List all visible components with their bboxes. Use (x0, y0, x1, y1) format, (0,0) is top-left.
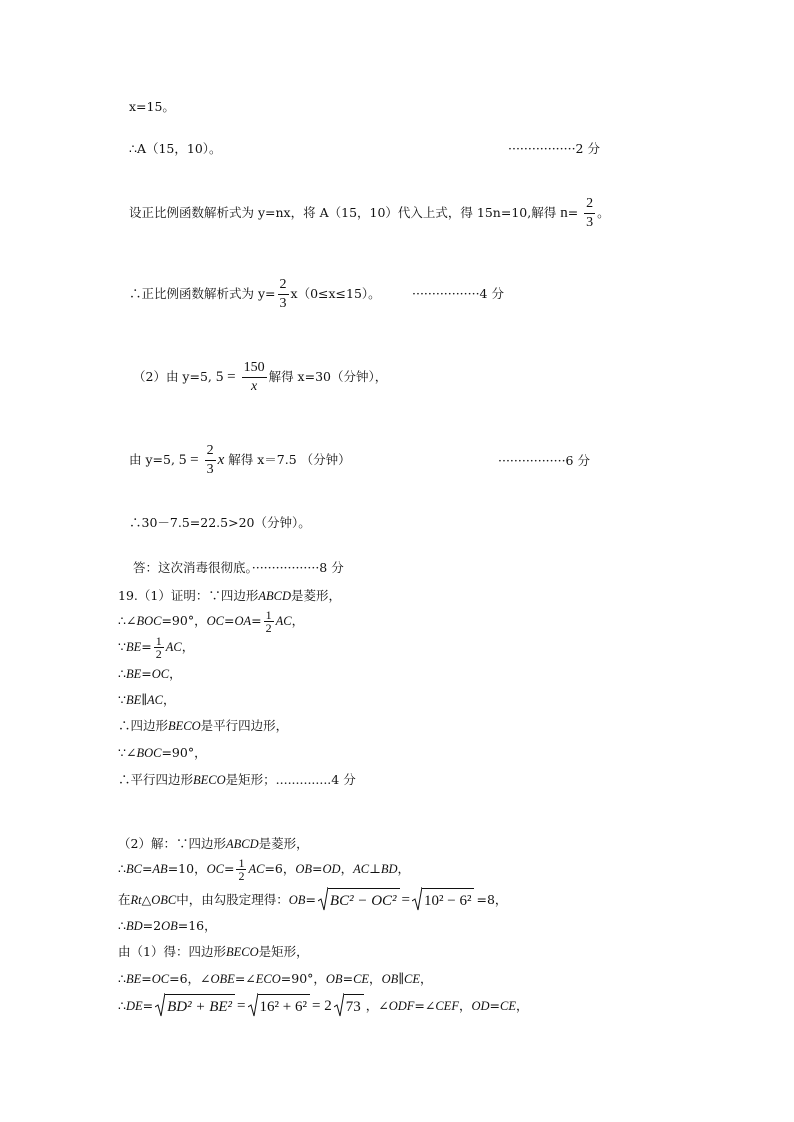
score-2: ·················2 分 (508, 141, 600, 156)
var: OD (322, 862, 341, 876)
text: ， (420, 971, 433, 986)
var: AC (248, 862, 265, 876)
fraction (236, 857, 246, 882)
score-6: ·················6 分 (498, 453, 590, 468)
text: =6，∠ (169, 971, 211, 986)
text: ∴ (118, 998, 126, 1013)
denominator: 2 (155, 647, 162, 661)
denominator: 2 (238, 869, 245, 883)
text: ∥ (141, 692, 148, 707)
score-4a: ·················4 分 (412, 286, 504, 301)
line-19-8 (118, 772, 356, 788)
var: OB (295, 862, 313, 876)
text: ∴四边形 (118, 718, 169, 733)
var: OD (471, 999, 490, 1013)
text: = (305, 892, 316, 907)
line-point-a: ∴A（15，10）。 (129, 141, 222, 156)
text: 是菱形， (290, 588, 341, 603)
fraction (278, 276, 289, 313)
text: △ (141, 892, 152, 907)
line-19-13 (118, 944, 309, 960)
var: BECO (225, 945, 259, 959)
line-19-10 (118, 856, 410, 882)
var-n: n (560, 205, 568, 221)
text: ， (397, 861, 411, 876)
text: 由 y=5, (129, 452, 175, 467)
text: = (251, 613, 262, 628)
var: ODF (388, 999, 415, 1013)
fraction (584, 195, 595, 232)
text: ， (340, 861, 354, 876)
text: =2 (142, 918, 162, 933)
radical-sign (334, 993, 344, 1017)
var-x: x (217, 452, 225, 468)
var: AC (275, 614, 292, 628)
text: 解得 x＝7.5 （分钟） (228, 452, 351, 467)
text: ∴∠ (118, 613, 137, 628)
line-19-5 (118, 692, 176, 708)
var: OB (325, 972, 343, 986)
line-19-4 (118, 666, 182, 682)
fraction (242, 359, 267, 396)
sqrt (334, 993, 364, 1021)
text: =∠ (414, 998, 436, 1013)
text: = (141, 971, 152, 986)
line-19-7 (118, 745, 207, 761)
text: ， (169, 666, 182, 681)
text: = 2 (311, 998, 332, 1014)
sqrt-content: 10² − 6² (422, 888, 474, 911)
text: 是矩形；..............4 分 (225, 772, 356, 787)
var: ABCD (225, 837, 259, 851)
line-19-11 (118, 886, 507, 915)
var: BECO (193, 773, 226, 787)
text: = (342, 971, 354, 986)
var: AC (147, 693, 163, 707)
var: BOC (136, 746, 162, 760)
text: 解得 x=30（分钟）， (268, 369, 388, 384)
var: BC (125, 862, 142, 876)
text: ， (181, 639, 195, 654)
text: = (141, 666, 152, 681)
radical-sign (412, 887, 422, 911)
var: OC (151, 972, 170, 986)
line-x15: x=15。 (129, 99, 175, 114)
text: = (237, 998, 246, 1014)
sqrt-content: 16² + 6² (258, 994, 310, 1017)
text: 由（1）得：四边形 (118, 944, 226, 959)
var: OC (206, 862, 224, 876)
text: =90°， (161, 745, 207, 760)
text: ∴ (118, 918, 126, 933)
text: ， (163, 692, 176, 707)
var: CEF (435, 999, 459, 1013)
eq: 5 = (215, 369, 236, 385)
denominator: 3 (206, 462, 214, 477)
text: 是平行四边形， (200, 718, 289, 733)
line-19-15 (118, 992, 529, 1021)
text: 是矩形， (258, 944, 309, 959)
text: =6， (264, 861, 296, 876)
line-19-1 (118, 588, 341, 604)
text: 中，由勾股定理得： (176, 892, 289, 907)
var: OB (381, 972, 399, 986)
eq: 5 = (178, 452, 199, 468)
text: 19.（1）证明：∵四边形 (118, 588, 259, 603)
denominator: 3 (279, 296, 287, 311)
numerator: 2 (206, 443, 214, 458)
denominator: 3 (586, 215, 594, 230)
sqrt (248, 993, 310, 1021)
numerator: 2 (279, 277, 287, 292)
text: = (489, 998, 501, 1013)
text: ∵ (118, 692, 126, 707)
fraction (264, 609, 274, 634)
line-set-function (129, 193, 610, 233)
text: （2）由 y=5, (133, 369, 212, 384)
line-part2-a (133, 357, 387, 397)
text: ∴正比例函数解析式为 y= (129, 286, 276, 301)
text: ， (516, 998, 529, 1013)
text: = (141, 639, 152, 654)
var: CE (404, 972, 420, 986)
sqrt (155, 993, 235, 1021)
var: ECO (255, 972, 281, 986)
line-19-9 (118, 836, 309, 852)
line-19-3 (118, 634, 194, 660)
text: ∴ (118, 971, 126, 986)
var: AB (152, 862, 168, 876)
var: OA (234, 614, 252, 628)
text: ∵∠ (118, 745, 137, 760)
var: OB (161, 919, 178, 933)
numerator: 150 (243, 360, 265, 375)
numerator: 2 (586, 196, 594, 211)
var: AC (165, 640, 182, 654)
line-19-14 (118, 971, 433, 987)
line-function-result (129, 274, 381, 314)
var: OC (151, 667, 170, 681)
var: BE (125, 640, 142, 654)
text: = (141, 861, 153, 876)
numerator: 1 (238, 856, 245, 870)
radical-sign (318, 887, 328, 911)
text: ， (458, 998, 472, 1013)
sqrt (412, 887, 474, 915)
text: =90°， (161, 613, 207, 628)
text: =∠ (234, 971, 256, 986)
var: BECO (168, 719, 201, 733)
line-compare: ∴30－7.5=22.5>20（分钟）。 (129, 515, 311, 530)
var: BE (125, 667, 142, 681)
text: =10， (167, 861, 207, 876)
fraction (205, 442, 216, 479)
var: CE (500, 999, 516, 1013)
var: OBC (151, 893, 177, 907)
denominator: x (242, 377, 267, 396)
text: ， (291, 613, 305, 628)
line-part2-b (129, 440, 351, 480)
text: （2）解：∵四边形 (118, 836, 226, 851)
text: =16， (177, 918, 217, 933)
text: 。 (597, 205, 610, 220)
line-19-6 (118, 718, 288, 734)
var: BE (125, 972, 142, 986)
numerator: 1 (265, 608, 272, 622)
text: 在 (118, 892, 131, 907)
text: =90°， (280, 971, 326, 986)
text: 设正比例函数解析式为 y=nx，将 A（15，10）代入上式，得 15n=10,解得 (129, 205, 557, 220)
var: ABCD (258, 589, 291, 603)
var: AC (353, 862, 370, 876)
sqrt-content: BC² − OC² (328, 888, 400, 911)
text: ∴平行四边形 (118, 772, 194, 787)
fraction (154, 635, 164, 660)
var: BD (125, 919, 143, 933)
text: ∵ (118, 639, 126, 654)
var: OBE (210, 972, 235, 986)
var: BD (380, 862, 398, 876)
radical-sign (248, 993, 258, 1017)
var: CE (353, 972, 370, 986)
text: ∴ (118, 666, 126, 681)
var: Rt (130, 893, 142, 907)
eq: = (567, 205, 579, 220)
text: ， (369, 971, 382, 986)
text: = (223, 861, 235, 876)
var: OB (288, 893, 306, 907)
sqrt (318, 887, 400, 915)
text: = (401, 892, 411, 908)
var: DE (125, 999, 143, 1013)
denominator: 2 (265, 621, 272, 635)
line-19-2 (118, 608, 304, 634)
radical-sign (155, 993, 165, 1017)
text: = (223, 613, 235, 628)
text: x（0≤x≤15）。 (290, 286, 381, 301)
text: ∴ (118, 861, 126, 876)
var: OC (206, 614, 224, 628)
text: ⊥ (369, 861, 381, 876)
text: = (142, 998, 154, 1013)
sqrt-content: BD² + BE² (165, 994, 235, 1017)
text: = (312, 861, 323, 876)
text: ∥ (398, 971, 405, 986)
line-19-12 (118, 918, 217, 934)
line-answer: 答：这次消毒很彻底。·················8 分 (133, 560, 344, 575)
text: =8， (476, 892, 508, 907)
numerator: 1 (155, 634, 162, 648)
var: BE (125, 693, 142, 707)
text: 是菱形， (258, 836, 309, 851)
text: ，∠ (365, 998, 389, 1013)
sqrt-content: 73 (344, 994, 364, 1017)
var: BOC (136, 614, 162, 628)
